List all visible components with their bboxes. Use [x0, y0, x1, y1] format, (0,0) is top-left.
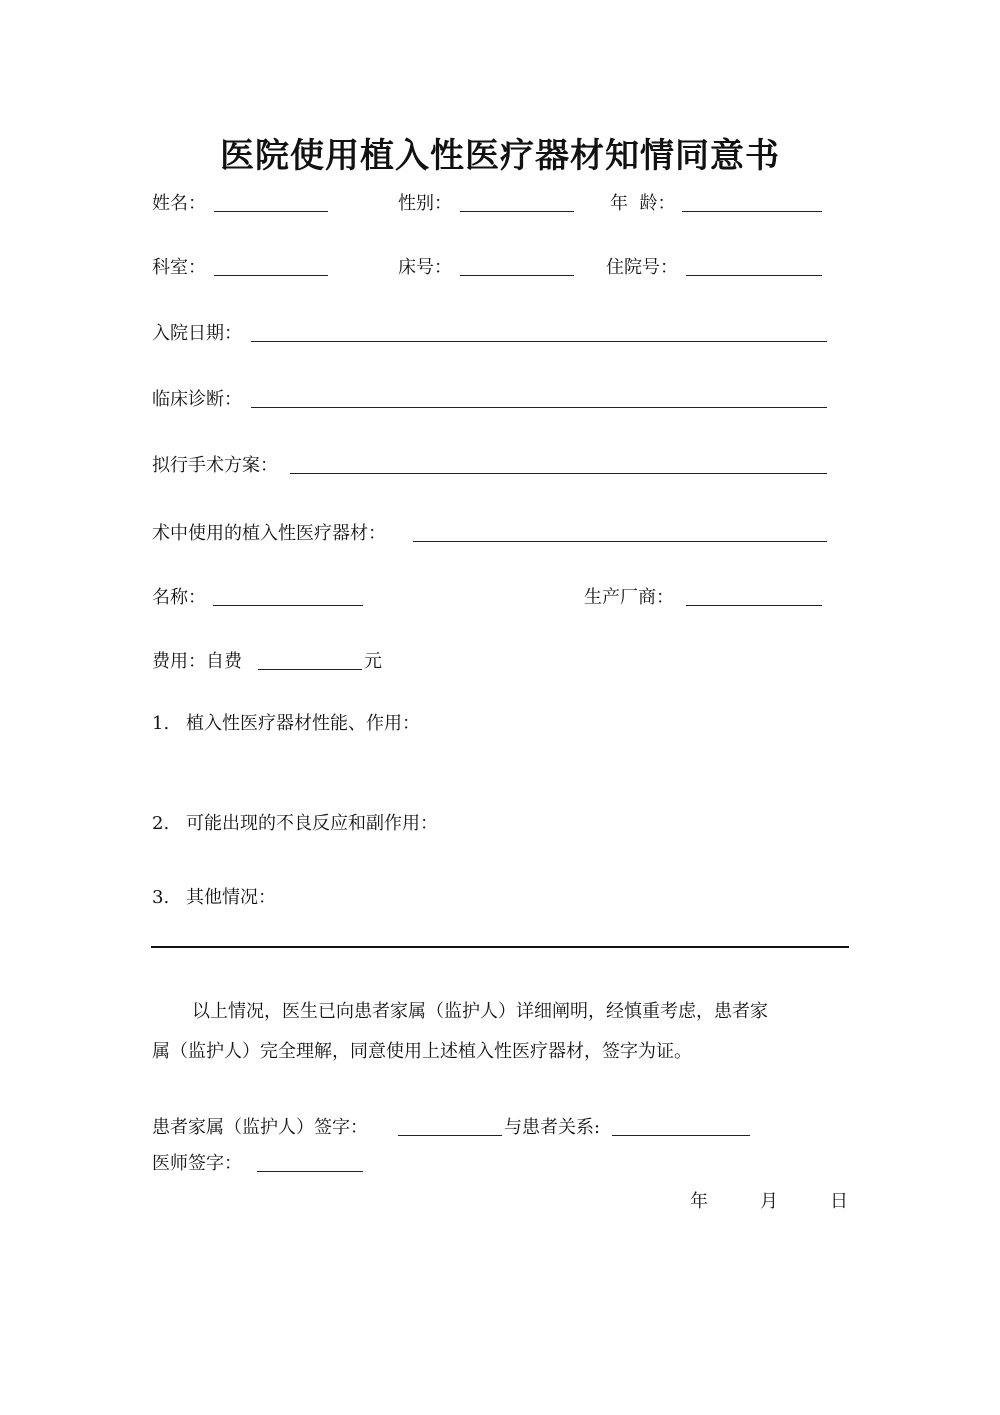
guardian-signature-field[interactable] — [398, 1135, 502, 1136]
gender-label: 性别： — [398, 193, 452, 214]
consent-statement — [152, 992, 852, 1072]
item-number: 3. — [152, 887, 170, 908]
name-field[interactable] — [214, 211, 328, 212]
diagnosis-field[interactable] — [251, 407, 827, 408]
cost-label: 费用：自费 — [152, 651, 242, 672]
device-name-label: 名称： — [152, 587, 206, 608]
section-divider — [151, 946, 849, 948]
admission-no-label: 住院号： — [606, 257, 678, 278]
item-text: 植入性医疗器材性能、作用： — [186, 713, 420, 734]
item-text: 其他情况： — [186, 887, 276, 908]
device-name-field[interactable] — [213, 605, 363, 606]
date-month: 月 — [760, 1191, 778, 1212]
statement-line-2: 属（监护人）完全理解，同意使用上述植入性医疗器材，签字为证。 — [152, 1041, 692, 1062]
age-field[interactable] — [682, 211, 822, 212]
department-field[interactable] — [214, 275, 328, 276]
admission-date-field[interactable] — [251, 341, 827, 342]
gender-field[interactable] — [460, 211, 574, 212]
surgery-plan-field[interactable] — [290, 473, 827, 474]
implant-device-label: 术中使用的植入性医疗器材： — [152, 523, 386, 544]
admission-no-field[interactable] — [686, 275, 822, 276]
admission-date-label: 入院日期： — [152, 323, 242, 344]
doctor-signature-label: 医师签字： — [152, 1153, 242, 1174]
department-label: 科室： — [152, 257, 206, 278]
doctor-signature-field[interactable] — [257, 1171, 363, 1172]
cost-unit: 元 — [364, 651, 382, 672]
implant-device-field[interactable] — [413, 541, 827, 542]
surgery-plan-label: 拟行手术方案： — [152, 455, 278, 476]
date-year: 年 — [690, 1191, 708, 1212]
diagnosis-label: 临床诊断： — [152, 389, 242, 410]
statement-line-1: 以上情况，医生已向患者家属（监护人）详细阐明，经慎重考虑，患者家 — [192, 1001, 768, 1022]
manufacturer-field[interactable] — [686, 605, 822, 606]
relation-label: 与患者关系: — [504, 1117, 601, 1138]
item-text: 可能出现的不良反应和副作用： — [186, 813, 438, 834]
manufacturer-label: 生产厂商： — [584, 587, 674, 608]
item-number: 1. — [152, 713, 170, 734]
date-day: 日 — [830, 1191, 848, 1212]
name-label: 姓名： — [152, 193, 206, 214]
page-title: 医院使用植入性医疗器材知情同意书 — [220, 136, 780, 176]
item-number: 2. — [152, 813, 170, 834]
age-label: 年 龄： — [610, 193, 676, 214]
relation-field[interactable] — [612, 1135, 750, 1136]
bed-field[interactable] — [460, 275, 574, 276]
cost-field[interactable] — [258, 669, 362, 670]
bed-label: 床号： — [398, 257, 452, 278]
guardian-signature-label: 患者家属（监护人）签字： — [152, 1117, 368, 1138]
